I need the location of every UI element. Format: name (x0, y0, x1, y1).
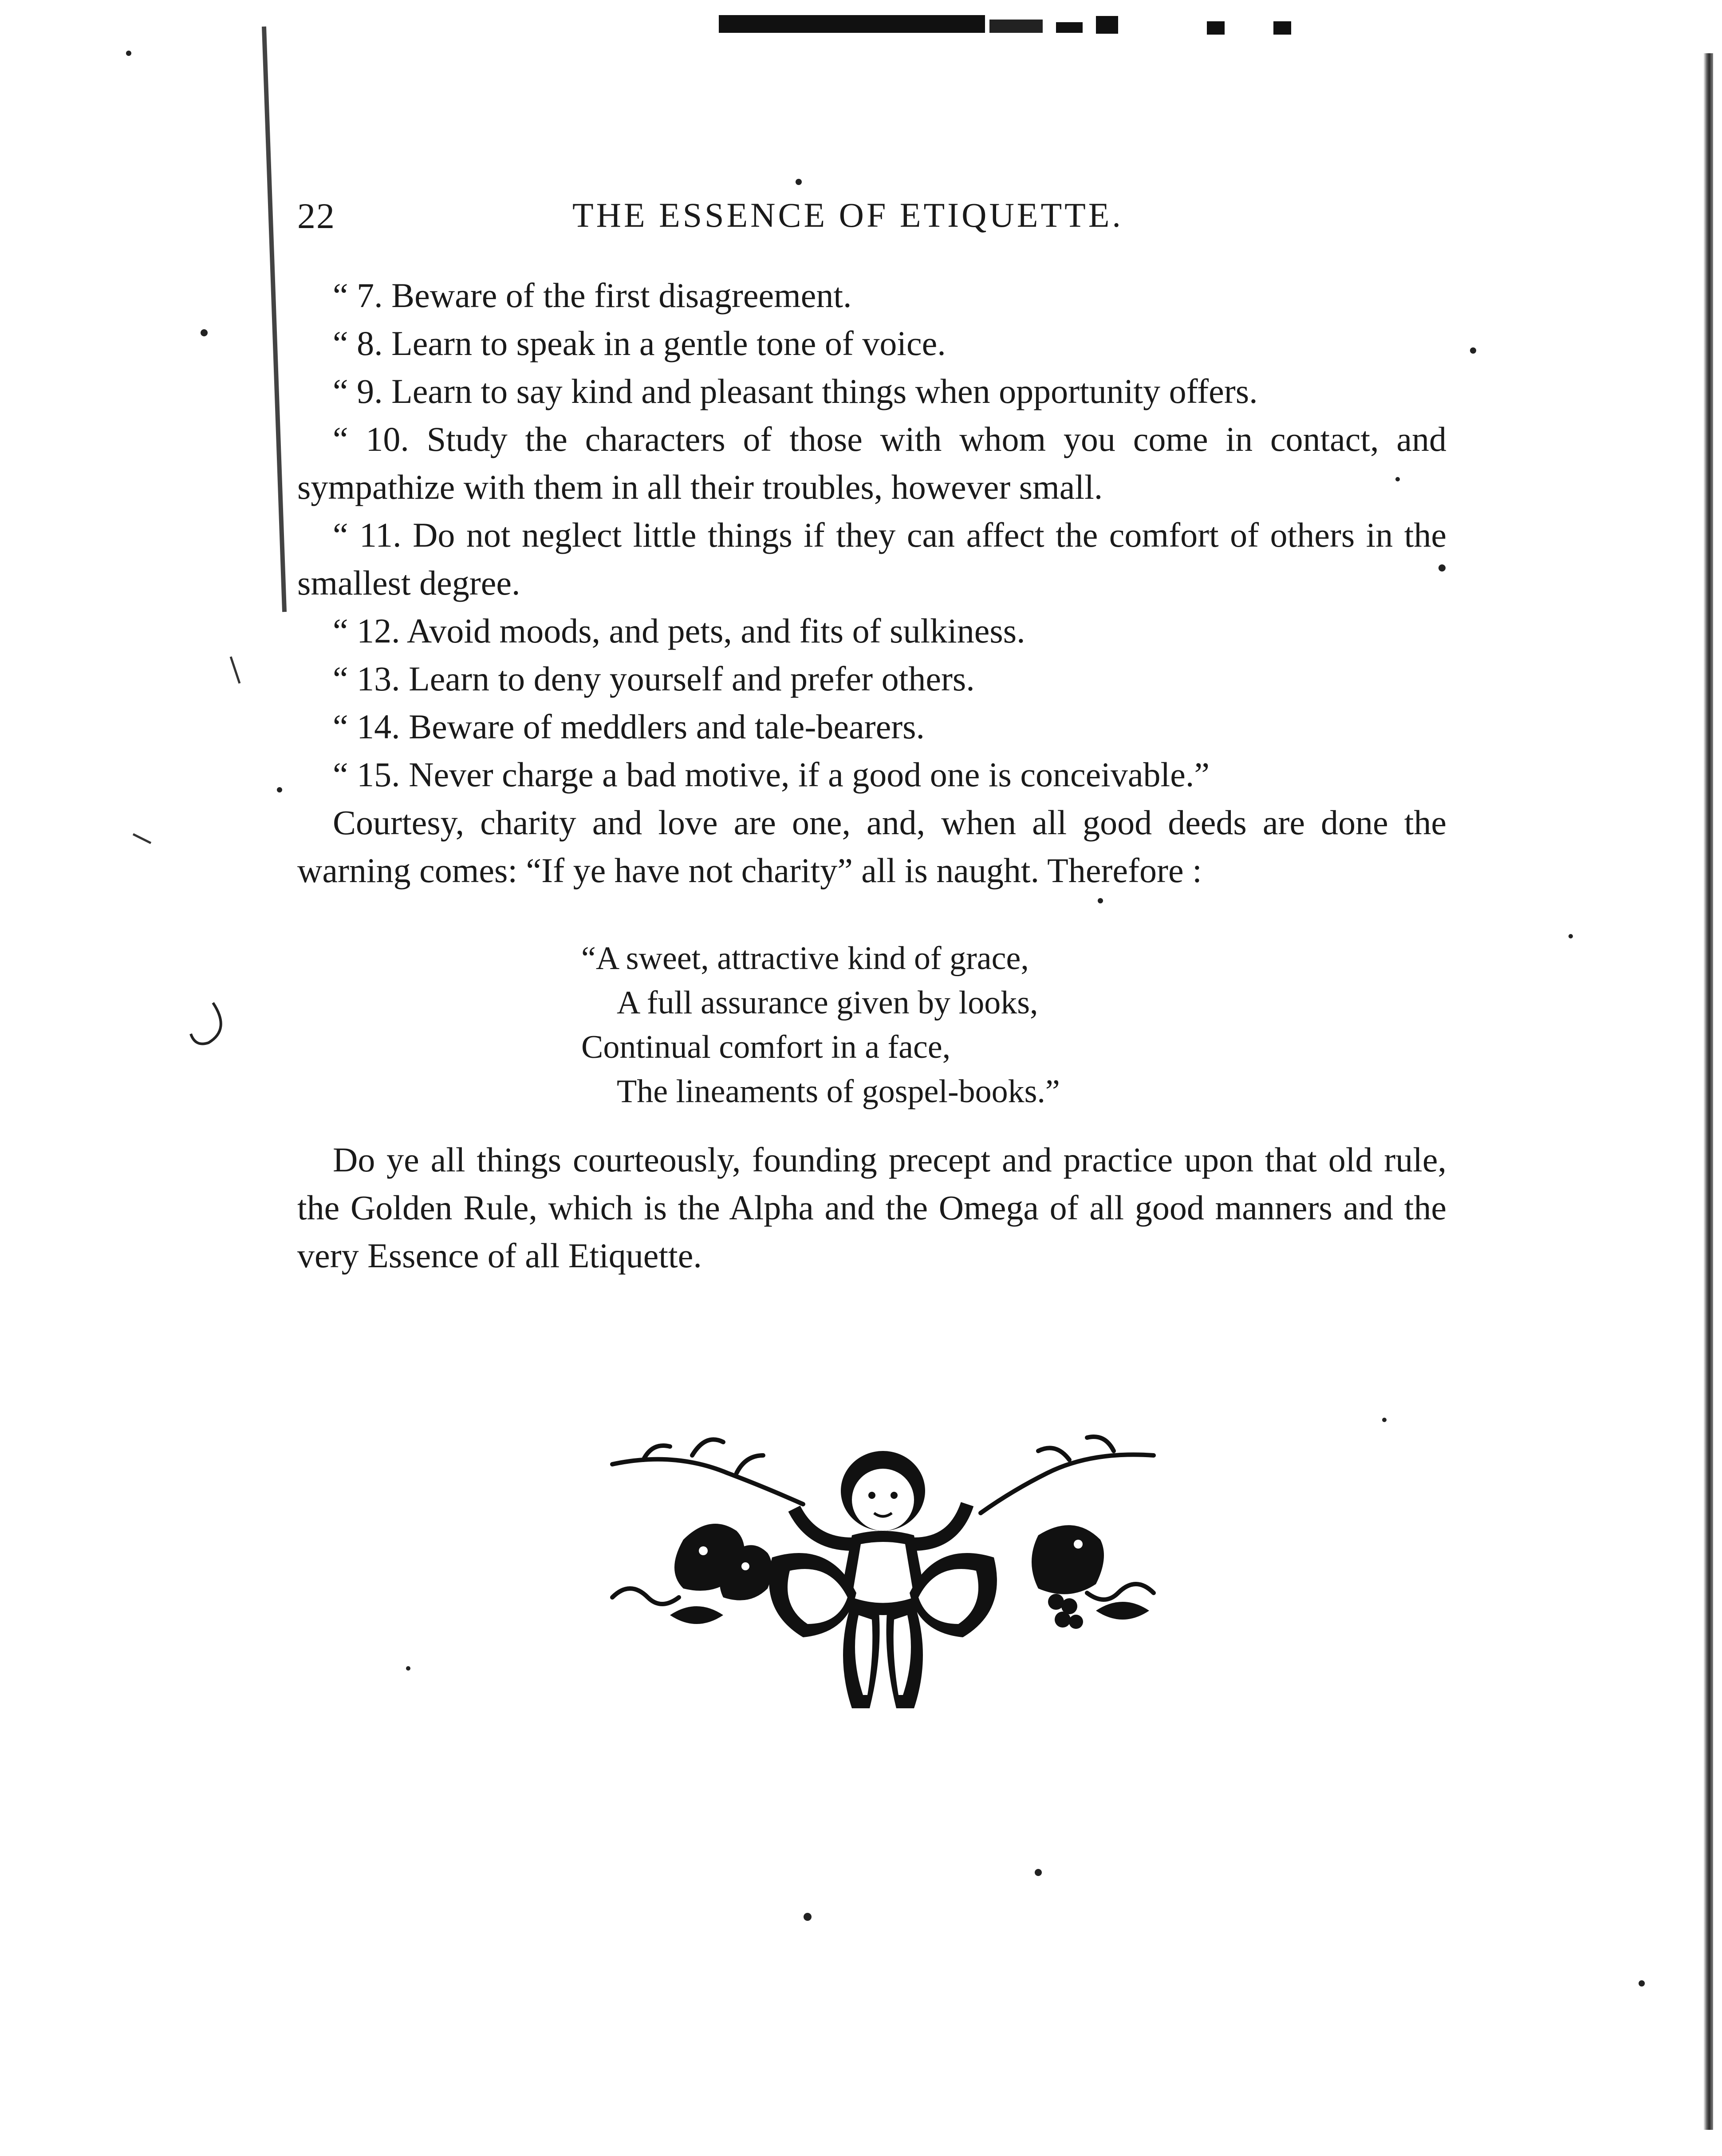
page-header (297, 195, 1690, 244)
poem-quote (581, 936, 1060, 1114)
rule-12: “ 12. Avoid moods, and pets, and fits of sulkiness. (333, 611, 1025, 650)
cherub-vignette-icon (603, 1424, 1162, 1726)
rule-11: “ 11. Do not neglect little things if they can affect the comfort of others in the smallest degree. (297, 516, 1446, 602)
rules-list (297, 272, 1446, 895)
poem-line: The lineaments of gospel-books.” (617, 1073, 1060, 1110)
rule-8: “ 8. Learn to speak in a gentle tone of voice. (333, 324, 946, 363)
poem-line: Continual comfort in a face, (581, 1029, 951, 1065)
rule-15: “ 15. Never charge a bad motive, if a good one is conceivable.” (333, 755, 1210, 794)
closing-section (297, 1136, 1446, 1280)
running-head: THE ESSENCE OF ETIQUETTE. (572, 196, 1123, 234)
paragraph-final: Do ye all things courteously, founding precept and practice upon that old rule, the Golden Rule, which is the Alpha and the Omega of all good manners and the very Essence of all Etiquette. (297, 1140, 1446, 1275)
rule-14: “ 14. Beware of meddlers and tale-bearers. (333, 707, 925, 746)
rule-10: “ 10. Study the characters of those with whom you come in contact, and sympathize with them in all their troubles, however small. (297, 420, 1446, 506)
rule-7: “ 7. Beware of the first disagreement. (333, 276, 852, 315)
page-number: 22 (297, 196, 335, 236)
poem-line: “A sweet, attractive kind of grace, (581, 940, 1029, 977)
poem-line: A full assurance given by looks, (617, 985, 1038, 1021)
rule-9: “ 9. Learn to say kind and pleasant things when opportunity offers. (333, 372, 1258, 410)
rule-13: “ 13. Learn to deny yourself and prefer others. (333, 659, 975, 698)
paragraph-courtesy: Courtesy, charity and love are one, and, when all good deeds are done the warning comes: “If ye have not charity” all is naught. Therefore : (297, 803, 1446, 890)
